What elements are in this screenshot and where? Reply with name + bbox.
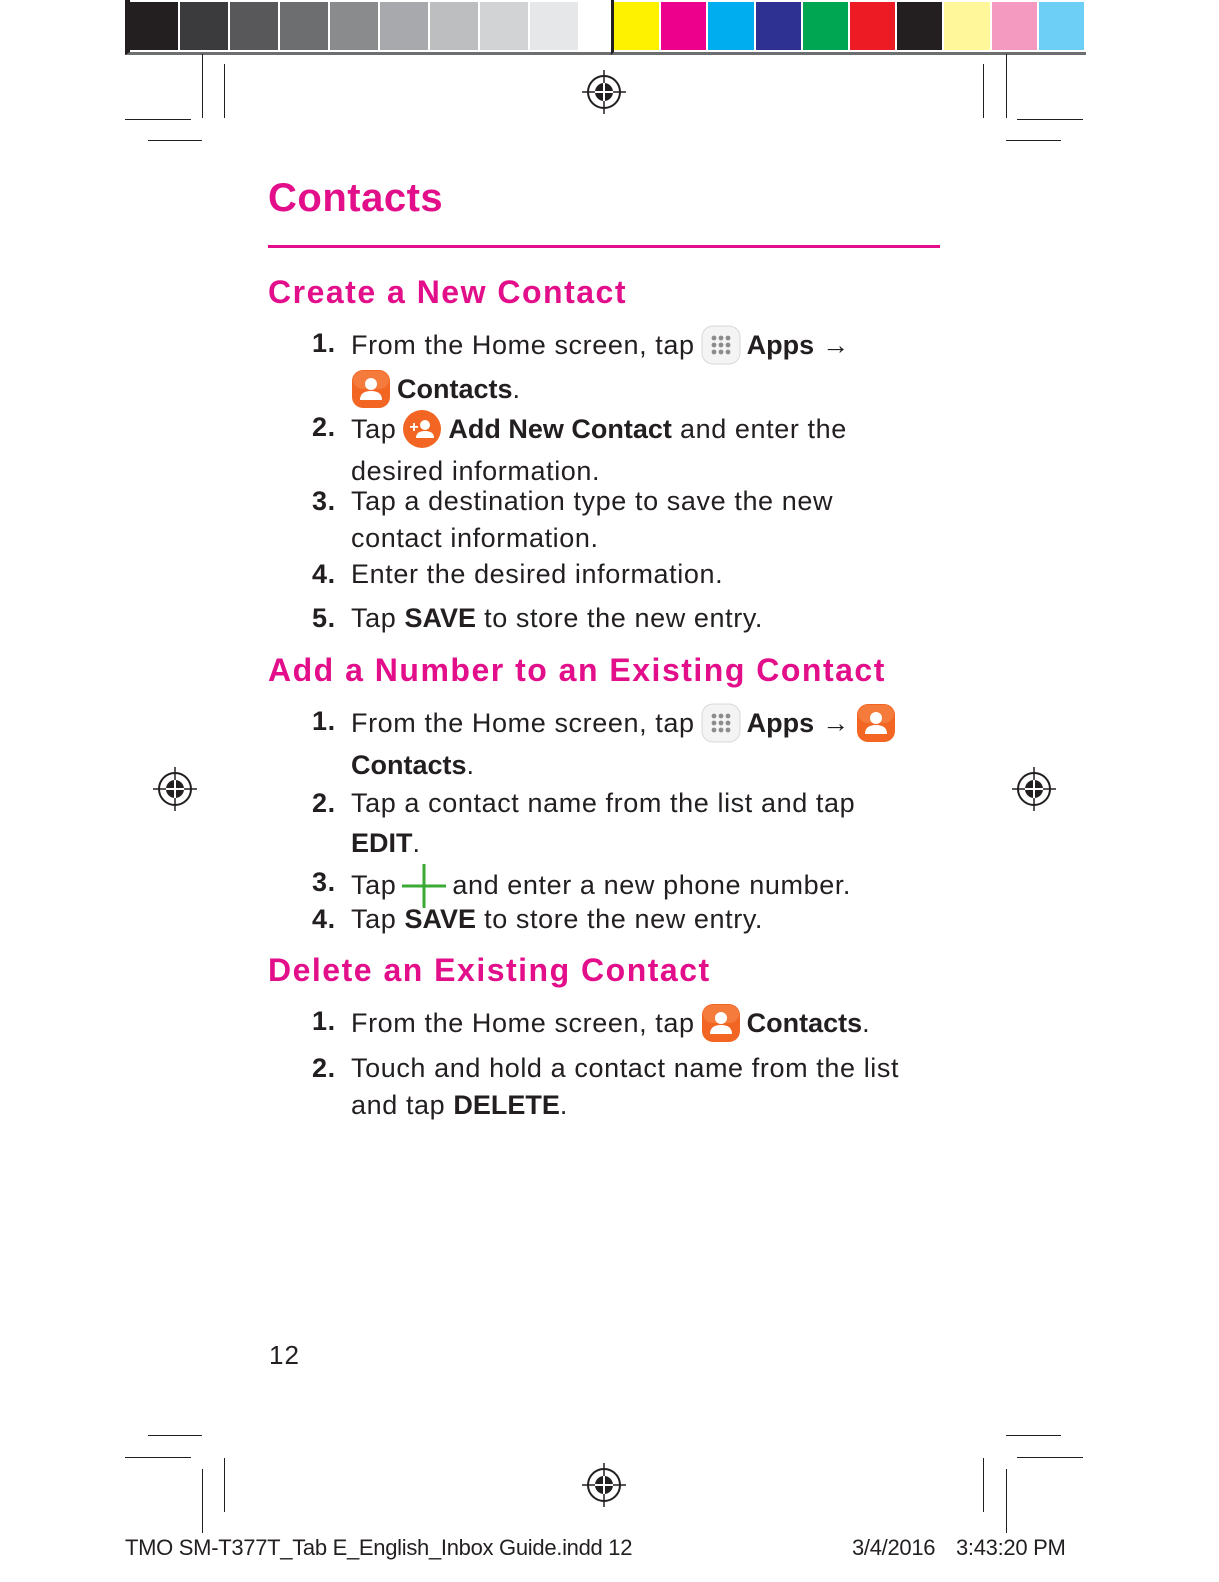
color-swatch bbox=[708, 2, 755, 50]
color-swatch bbox=[1039, 2, 1086, 50]
list-item: 3. Tap a destination type to save the new contact information. bbox=[312, 486, 834, 553]
crop-mark bbox=[202, 1469, 203, 1533]
list-item: 2. Touch and hold a contact name from the list and tap DELETE. bbox=[312, 1053, 900, 1120]
slug-time: 3:43:20 PM bbox=[956, 1535, 1066, 1560]
slug-filename: TMO SM-T377T_Tab E_English_Inbox Guide.indd 12 bbox=[125, 1535, 633, 1560]
list-item: 1. From the Home screen, tap Apps → Contacts. bbox=[312, 703, 952, 784]
slug-date: 3/4/2016 bbox=[852, 1535, 936, 1560]
color-swatch bbox=[430, 2, 480, 50]
list-item: 1. From the Home screen, tap Contacts. bbox=[312, 1003, 952, 1047]
title-rule bbox=[268, 245, 940, 248]
crop-mark bbox=[125, 1457, 191, 1458]
crop-mark bbox=[224, 64, 225, 118]
color-swatch bbox=[480, 2, 530, 50]
color-swatch bbox=[280, 2, 330, 50]
section-heading-delete: Delete an Existing Contact bbox=[268, 952, 711, 988]
crop-mark bbox=[125, 119, 191, 120]
contacts-app-icon bbox=[701, 1003, 741, 1043]
apps-grid-icon bbox=[701, 325, 741, 365]
color-swatch bbox=[230, 2, 280, 50]
color-swatch bbox=[180, 2, 230, 50]
crop-mark bbox=[148, 140, 202, 141]
color-swatch bbox=[661, 2, 708, 50]
contacts-app-icon bbox=[856, 703, 896, 743]
crop-mark bbox=[202, 54, 203, 118]
color-swatch bbox=[330, 2, 380, 50]
crop-mark bbox=[224, 1458, 225, 1512]
crop-mark bbox=[1017, 1457, 1083, 1458]
list-item: 4. Enter the desired information. bbox=[312, 559, 724, 589]
crop-mark bbox=[983, 64, 984, 118]
crop-mark bbox=[983, 1458, 984, 1512]
grayscale-calibration-bar bbox=[125, 0, 630, 55]
contacts-app-icon bbox=[351, 369, 391, 409]
color-swatch bbox=[944, 2, 991, 50]
color-swatch bbox=[850, 2, 897, 50]
add-contact-icon bbox=[402, 409, 442, 449]
color-swatch bbox=[897, 2, 944, 50]
registration-mark-icon bbox=[153, 767, 197, 811]
color-swatch bbox=[756, 2, 803, 50]
list-item: 1. From the Home screen, tap Apps → Contacts. bbox=[312, 325, 952, 413]
color-swatch bbox=[530, 2, 580, 50]
registration-mark-icon bbox=[582, 1463, 626, 1507]
color-swatch bbox=[803, 2, 850, 50]
section-heading-add-number: Add a Number to an Existing Contact bbox=[268, 652, 886, 688]
color-swatch bbox=[614, 2, 661, 50]
color-swatch bbox=[992, 2, 1039, 50]
section-heading-create: Create a New Contact bbox=[268, 274, 627, 310]
color-swatch bbox=[130, 2, 180, 50]
apps-grid-icon bbox=[701, 703, 741, 743]
crop-mark bbox=[1006, 140, 1061, 141]
list-item: 4. Tap SAVE to store the new entry. bbox=[312, 904, 764, 934]
registration-mark-icon bbox=[1012, 767, 1056, 811]
list-item: 5. Tap SAVE to store the new entry. bbox=[312, 603, 764, 633]
color-calibration-bar bbox=[611, 0, 1086, 55]
crop-mark bbox=[1017, 119, 1083, 120]
color-swatch bbox=[380, 2, 430, 50]
crop-mark bbox=[1006, 54, 1007, 118]
list-item: 3. Tap and enter a new phone number. bbox=[312, 864, 952, 910]
crop-mark bbox=[1006, 1469, 1007, 1533]
crop-mark bbox=[148, 1435, 202, 1436]
page-title: Contacts bbox=[268, 176, 444, 220]
page-number: 12 bbox=[269, 1340, 300, 1370]
list-item: 2. Tap a contact name from the list and tap EDIT. bbox=[312, 788, 856, 858]
crop-mark bbox=[1006, 1435, 1061, 1436]
registration-mark-icon bbox=[582, 70, 626, 114]
list-item: 2. Tap Add New Contact and enter the desired information. bbox=[312, 409, 952, 490]
